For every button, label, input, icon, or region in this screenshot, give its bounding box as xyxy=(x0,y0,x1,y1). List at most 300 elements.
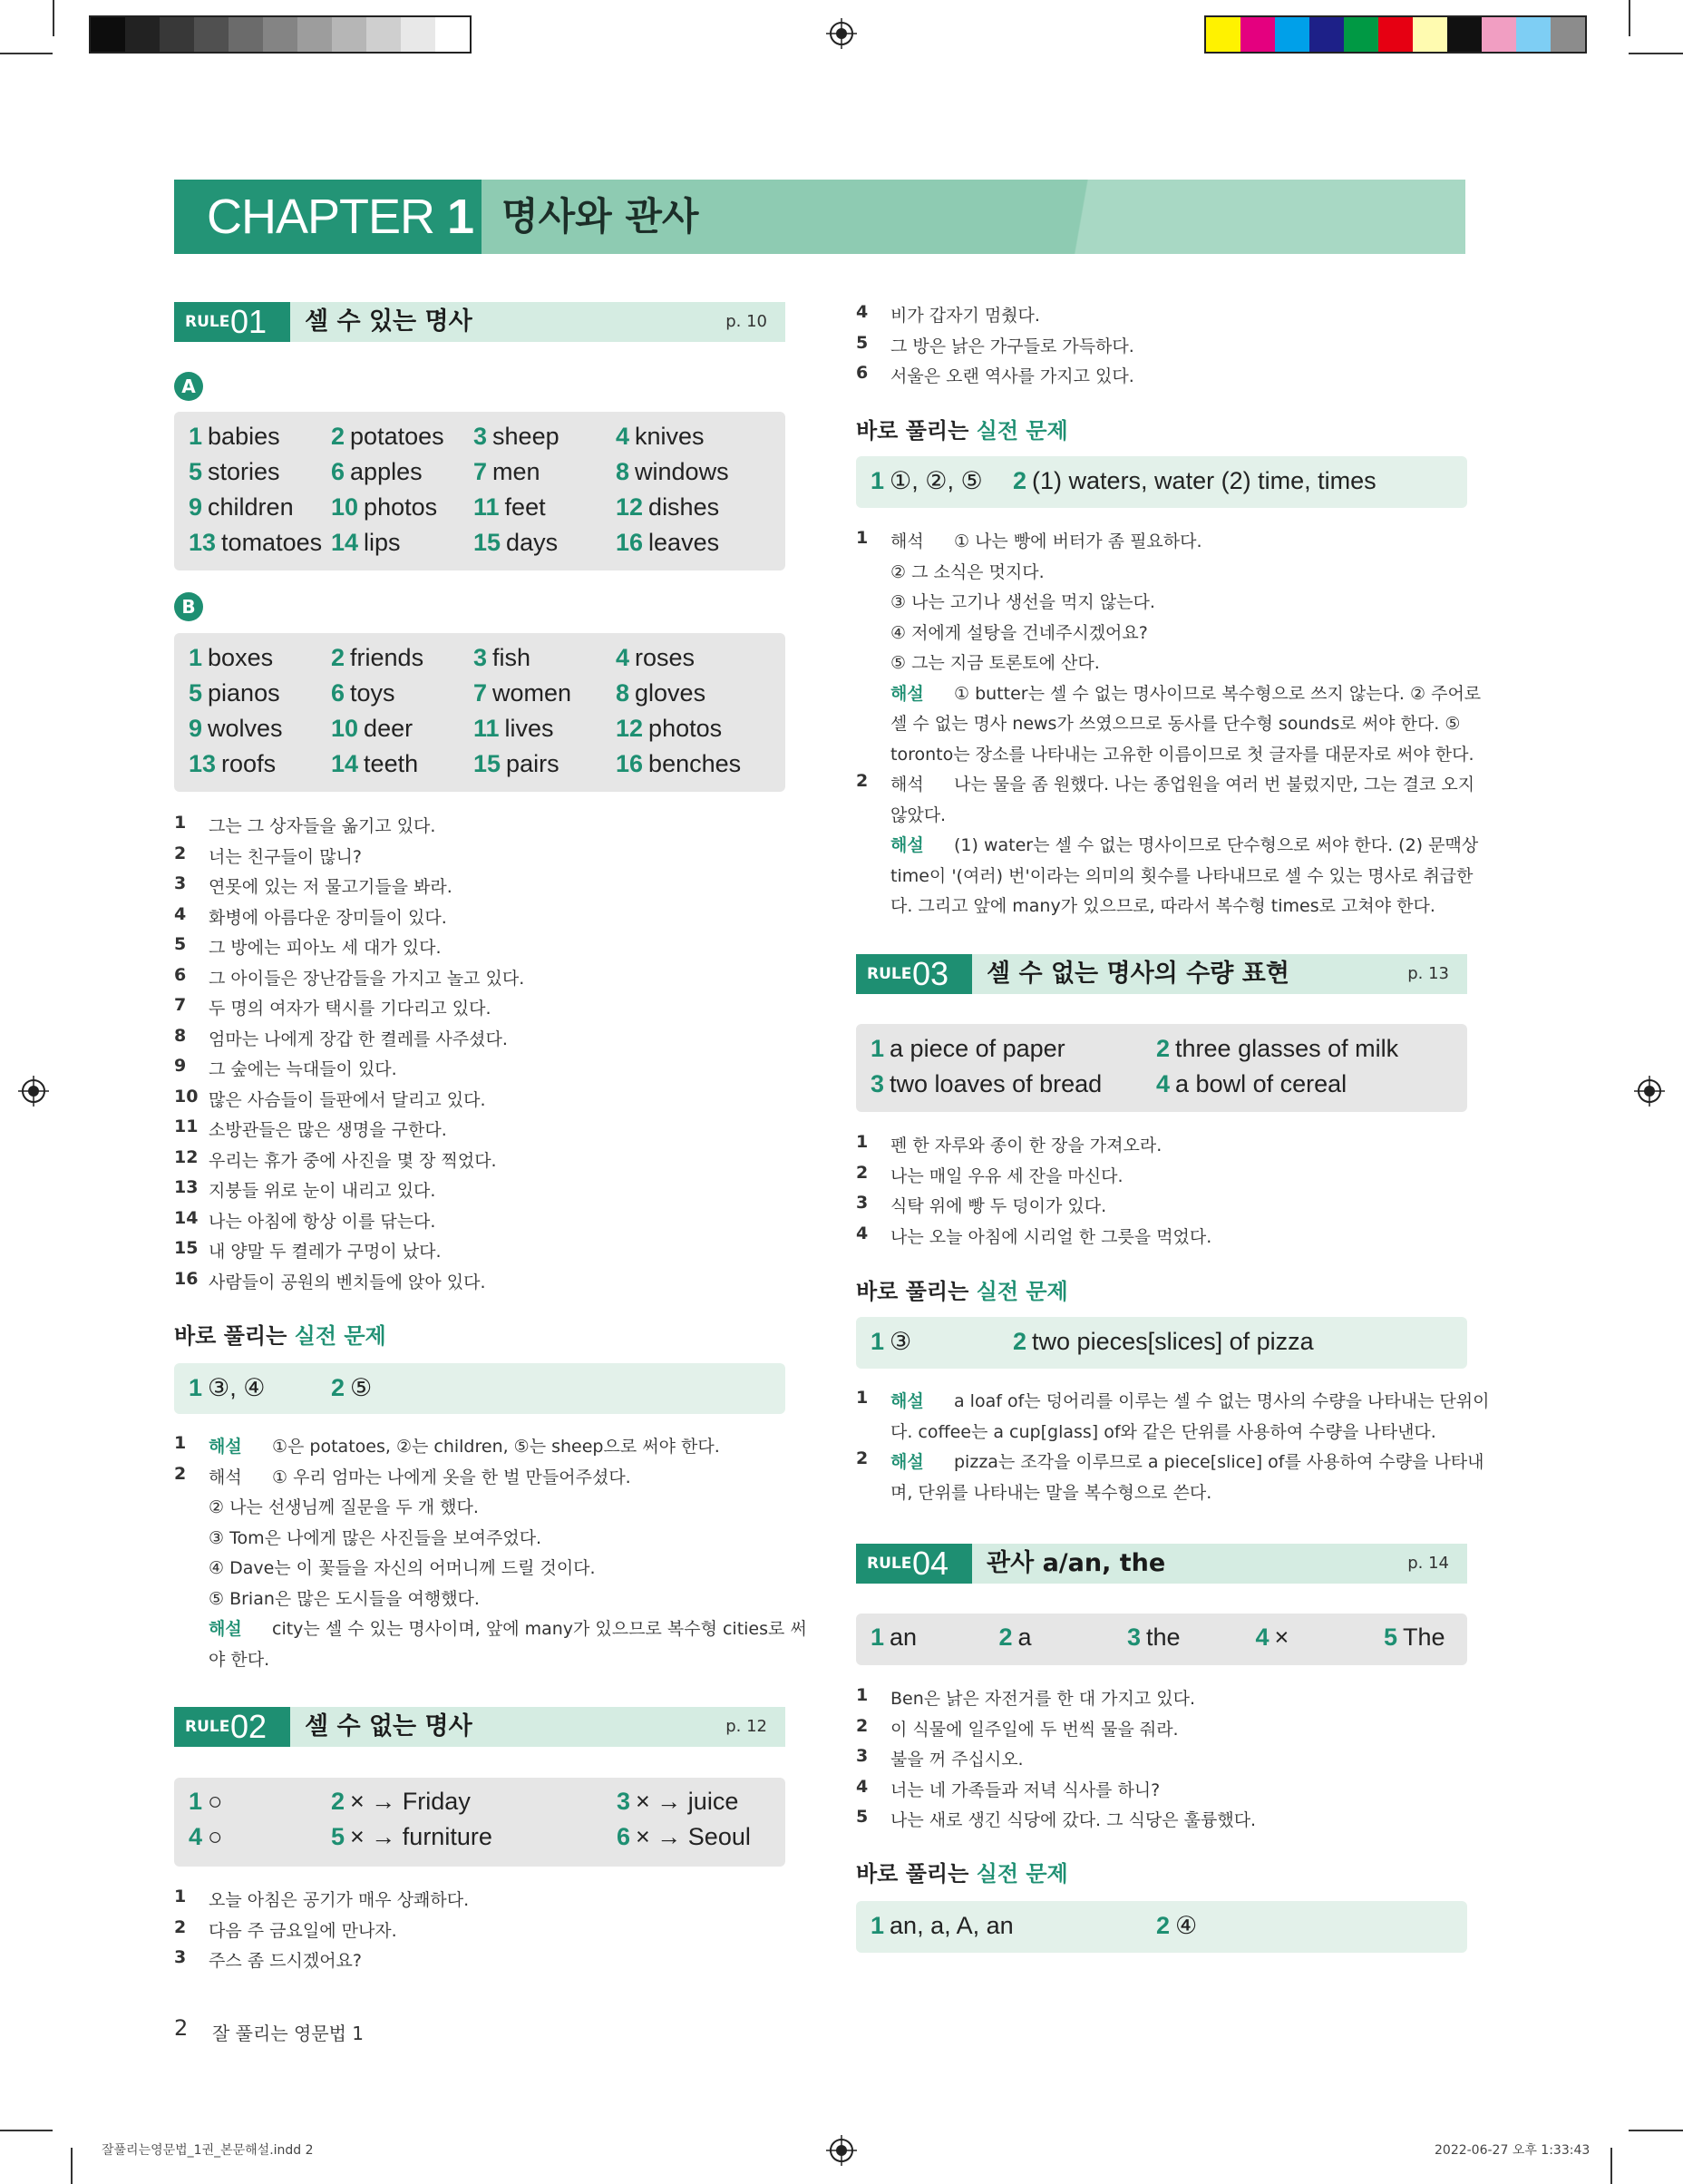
answer-number: 11 xyxy=(473,715,500,742)
answer-text: days xyxy=(506,529,559,556)
item-number: 2 xyxy=(174,843,187,863)
answer-item xyxy=(189,750,276,778)
explanation-text: ⑤ Brian은 많은 도시들을 여행했다. xyxy=(209,1588,480,1609)
item-number: 3 xyxy=(856,1193,869,1213)
answer-number: 5 xyxy=(189,679,203,707)
answer-item xyxy=(331,715,413,743)
answer-item xyxy=(616,529,719,557)
item-text: 그 방은 낡은 가구들로 가득하다. xyxy=(890,336,1134,356)
item-text: 그 숲에는 늑대들이 있다. xyxy=(209,1059,397,1079)
answer-number: 15 xyxy=(473,750,501,777)
answer-number: 1 xyxy=(189,1374,203,1401)
practice-answer-box xyxy=(174,1363,785,1414)
page-number: 2 xyxy=(174,2015,189,2041)
item-number: 6 xyxy=(174,964,187,985)
answer-text: children xyxy=(208,493,294,521)
answer-text: teeth xyxy=(364,750,419,777)
item-text: 주스 좀 드시겠어요? xyxy=(209,1951,362,1971)
answer-text: women xyxy=(492,679,572,707)
item-number: 2 xyxy=(174,1463,187,1484)
gray-color-bar xyxy=(89,15,472,54)
chapter-title: 명사와 관사 xyxy=(501,194,699,239)
timestamp: 2022-06-27 오후 1:33:43 xyxy=(1435,2143,1591,2158)
explanation-label: 해석 xyxy=(890,531,924,551)
practice-heading: 바로 풀리는 실전 문제 xyxy=(856,418,1068,444)
registration-mark-icon xyxy=(18,1076,49,1107)
answer-text: babies xyxy=(208,423,280,450)
answer-text: a piece of paper xyxy=(890,1035,1065,1062)
explanation-text: 다. 그리고 앞에 many가 있으므로, 따라서 복수형 times로 고쳐야 한다. xyxy=(890,896,1435,916)
answer-item xyxy=(1256,1623,1289,1652)
color-swatch xyxy=(1240,17,1275,52)
answer-item xyxy=(189,1374,265,1402)
color-swatch xyxy=(332,17,366,52)
explanation-text: toronto는 장소를 나타내는 고유한 이름이므로 첫 글자를 대문자로 써야 한다. xyxy=(890,744,1474,765)
color-swatch xyxy=(263,17,297,52)
explanation-text: ① 우리 엄마는 나에게 옷을 한 벌 만들어주셨다. xyxy=(272,1467,631,1487)
item-text: 엄마는 나에게 장갑 한 켤레를 사주셨다. xyxy=(209,1029,508,1049)
explanation-text: 셀 수 없는 명사 news가 쓰였으므로 동사를 단수형 sounds로 써야 한다. ⑤ xyxy=(890,714,1461,734)
crop-mark xyxy=(1610,2148,1612,2184)
answer-item xyxy=(331,423,444,451)
answer-text: benches xyxy=(648,750,742,777)
answer-number: 4 xyxy=(189,1823,203,1850)
answer-text: lips xyxy=(364,529,401,556)
answer-number: 7 xyxy=(473,458,488,485)
item-text: 너는 친구들이 많니? xyxy=(209,846,362,867)
explanation-label: 해설 xyxy=(209,1437,242,1457)
explanation-text: city는 셀 수 있는 명사이며, 앞에 many가 있으므로 복수형 cities로 써 xyxy=(272,1619,807,1639)
item-number: 1 xyxy=(174,1433,187,1453)
explanation-text: ① 나는 빵에 버터가 좀 필요하다. xyxy=(954,531,1202,551)
item-number: 2 xyxy=(856,1448,869,1468)
answer-item xyxy=(617,1823,751,1851)
answer-number: 4 xyxy=(1156,1070,1171,1097)
color-swatch xyxy=(1378,17,1413,52)
answer-item xyxy=(616,644,695,672)
item-number: 2 xyxy=(856,1162,869,1183)
explanation-label: 해설 xyxy=(890,835,924,855)
answer-text: men xyxy=(492,458,540,485)
color-swatch xyxy=(1447,17,1482,52)
item-text: 비가 갑자기 멈췄다. xyxy=(890,306,1040,326)
answer-number: 11 xyxy=(473,493,500,521)
answer-number: 7 xyxy=(473,679,488,707)
answer-item xyxy=(871,1035,1065,1063)
chapter-label: CHAPTER 1 xyxy=(174,180,482,254)
crop-mark xyxy=(1629,2130,1683,2131)
crop-mark xyxy=(71,2148,73,2184)
file-name: 잘풀리는영문법_1권_본문해설.indd 2 xyxy=(102,2143,314,2158)
color-swatch xyxy=(160,17,194,52)
answer-item xyxy=(331,644,423,672)
answer-text: ○ xyxy=(208,1823,223,1850)
item-number: 2 xyxy=(856,1715,869,1736)
explanation-text: ④ 저에게 설탕을 건네주시겠어요? xyxy=(890,622,1148,643)
item-text: 펜 한 자루와 종이 한 장을 가져오라. xyxy=(890,1136,1163,1155)
item-number: 2 xyxy=(856,771,869,791)
item-text: 불을 꺼 주십시오. xyxy=(890,1750,1024,1770)
answer-number: 1 xyxy=(871,1328,885,1355)
item-text: 화병에 아름다운 장미들이 있다. xyxy=(209,907,447,928)
book-title: 잘 풀리는 영문법 1 xyxy=(212,2023,365,2044)
answer-item xyxy=(473,423,559,451)
answer-number: 5 xyxy=(1384,1623,1398,1651)
answer-text: deer xyxy=(364,715,413,742)
explanation-text: ⑤ 그는 지금 토론토에 산다. xyxy=(890,653,1100,673)
answer-text: wolves xyxy=(208,715,283,742)
item-text: 나는 오늘 아침에 시리얼 한 그릇을 먹었다. xyxy=(890,1226,1212,1247)
rule-03-header: RULE 03 셀 수 없는 명사의 수량 표현 p. 13 xyxy=(856,954,1467,994)
answer-number: 15 xyxy=(473,529,501,556)
crop-mark xyxy=(1629,53,1683,54)
answer-number: 3 xyxy=(473,644,488,671)
item-number: 1 xyxy=(174,1887,187,1906)
color-swatch xyxy=(1309,17,1344,52)
answer-text: ①, ②, ⑤ xyxy=(890,467,983,494)
explanation-text: 다. coffee는 a cup[glass] of와 같은 단위를 사용하여 수량을 나타낸다. xyxy=(890,1421,1436,1442)
explanation-label: 해석 xyxy=(209,1467,242,1487)
answer-item xyxy=(473,644,530,672)
item-number: 13 xyxy=(174,1177,199,1197)
explanation-text: ② 나는 선생님께 질문을 두 개 했다. xyxy=(209,1497,479,1517)
answer-number: 1 xyxy=(871,467,885,494)
item-number: 1 xyxy=(856,1685,869,1705)
practice-heading: 바로 풀리는 실전 문제 xyxy=(174,1323,386,1349)
answer-item xyxy=(616,715,722,743)
item-number: 3 xyxy=(856,1746,869,1766)
item-number: 1 xyxy=(174,813,187,833)
answer-number: 1 xyxy=(189,423,203,450)
answer-item xyxy=(189,1788,222,1816)
crop-mark xyxy=(1629,0,1630,36)
answer-number: 8 xyxy=(616,679,630,707)
item-number: 11 xyxy=(174,1116,199,1136)
answer-item xyxy=(616,750,741,778)
item-text: 나는 매일 우유 세 잔을 마신다. xyxy=(890,1165,1124,1186)
answer-number: 4 xyxy=(1255,1623,1270,1651)
answer-number: 1 xyxy=(189,1788,203,1815)
color-swatch xyxy=(297,17,332,52)
item-text: 연못에 있는 저 물고기들을 봐라. xyxy=(209,877,452,897)
item-text: 그는 그 상자들을 옮기고 있다. xyxy=(209,816,436,836)
registration-mark-icon xyxy=(1634,1076,1665,1107)
answer-number: 2 xyxy=(998,1623,1013,1651)
color-swatch xyxy=(91,17,125,52)
answer-item xyxy=(473,529,558,557)
answer-text: × → Seoul xyxy=(636,1823,751,1850)
answer-text: leaves xyxy=(648,529,720,556)
answer-item xyxy=(871,1328,911,1356)
item-number: 12 xyxy=(174,1146,199,1167)
answer-number: 5 xyxy=(189,458,203,485)
color-swatch xyxy=(435,17,470,52)
item-number: 2 xyxy=(174,1916,187,1937)
answer-text: gloves xyxy=(635,679,706,707)
practice-heading: 바로 풀리는 실전 문제 xyxy=(856,1279,1068,1304)
answer-text: × → furniture xyxy=(350,1823,492,1850)
answer-item xyxy=(189,493,294,522)
color-swatch xyxy=(1516,17,1551,52)
explanation-text: ①은 potatoes, ②는 children, ⑤는 sheep으로 써야 한다. xyxy=(272,1437,720,1457)
answer-item xyxy=(1384,1623,1445,1652)
answer-text: (1) waters, water (2) time, times xyxy=(1032,467,1377,494)
explanation-label: 해설 xyxy=(209,1619,242,1639)
answer-text: an xyxy=(890,1623,918,1651)
answer-item xyxy=(189,644,273,672)
answer-text: apples xyxy=(350,458,423,485)
explanation-text: pizza는 조각을 이루므로 a piece[slice] of를 사용하여 수량을 나타내 xyxy=(954,1452,1484,1472)
item-text: 나는 아침에 항상 이를 닦는다. xyxy=(209,1211,436,1232)
answer-item xyxy=(473,679,571,707)
answer-number: 13 xyxy=(189,529,217,556)
answer-number: 6 xyxy=(331,679,345,707)
color-swatch xyxy=(1206,17,1240,52)
answer-text: roses xyxy=(635,644,696,671)
answer-number: 2 xyxy=(331,423,345,450)
item-text: 그 방에는 피아노 세 대가 있다. xyxy=(209,938,442,958)
answer-text: stories xyxy=(208,458,280,485)
item-number: 4 xyxy=(856,1223,869,1243)
answer-item xyxy=(189,1823,222,1851)
answer-item xyxy=(331,529,401,557)
answer-text: sheep xyxy=(492,423,559,450)
answer-item xyxy=(616,679,705,707)
explanation-label: 해설 xyxy=(890,1452,924,1472)
item-number: 1 xyxy=(856,1388,869,1408)
answer-number: 6 xyxy=(617,1823,631,1850)
explanation-text: time이 '(여러) 번'이라는 의미의 횟수를 나타내므로 셀 수 있는 명사로 취급한 xyxy=(890,865,1474,886)
item-number: 5 xyxy=(174,934,187,954)
answer-number: 3 xyxy=(617,1788,631,1815)
item-text: 다음 주 금요일에 만나자. xyxy=(209,1920,397,1941)
practice-heading: 바로 풀리는 실전 문제 xyxy=(856,1861,1068,1887)
answer-text: dishes xyxy=(648,493,720,521)
answer-text: ⑤ xyxy=(350,1374,373,1401)
item-number: 1 xyxy=(856,1132,869,1152)
answer-item xyxy=(473,750,559,778)
answer-text: feet xyxy=(504,493,546,521)
answer-text: a xyxy=(1017,1623,1032,1651)
item-number: 4 xyxy=(174,903,187,924)
answer-number: 1 xyxy=(871,1035,885,1062)
item-text: 식탁 위에 빵 두 덩이가 있다. xyxy=(890,1196,1107,1216)
answer-item xyxy=(189,423,280,451)
explanation-text: 야 한다. xyxy=(209,1649,270,1670)
crop-mark xyxy=(53,0,54,36)
item-text: 두 명의 여자가 택시를 기다리고 있다. xyxy=(209,999,491,1019)
answer-number: 3 xyxy=(1127,1623,1142,1651)
explanation-text: ③ 나는 고기나 생선을 먹지 않는다. xyxy=(890,592,1155,612)
crop-mark xyxy=(0,2130,53,2131)
answer-text: windows xyxy=(635,458,729,485)
answer-item xyxy=(1013,467,1377,495)
answer-text: photos xyxy=(364,493,438,521)
answer-item xyxy=(871,1912,1014,1940)
answer-number: 2 xyxy=(1013,1328,1027,1355)
answer-item xyxy=(331,1823,492,1851)
explanation-text: ① butter는 셀 수 없는 명사이므로 복수형으로 쓰지 않는다. ② 주어로 xyxy=(954,683,1482,704)
explanation-text: ④ Dave는 이 꽃들을 자신의 어머니께 드릴 것이다. xyxy=(209,1558,596,1578)
explanation-text: ② 그 소식은 멋지다. xyxy=(890,561,1045,582)
answer-item xyxy=(1156,1070,1347,1098)
answer-item xyxy=(1013,1328,1314,1356)
answer-number: 2 xyxy=(331,644,345,671)
item-text: 그 아이들은 장난감들을 가지고 놀고 있다. xyxy=(209,968,525,989)
answer-item xyxy=(871,467,983,495)
answer-text: ④ xyxy=(1175,1912,1198,1939)
answer-text: fish xyxy=(492,644,531,671)
answer-item xyxy=(189,529,322,557)
explanation-text: 나는 물을 좀 원했다. 나는 종업원을 여러 번 불렀지만, 그는 결코 오지 xyxy=(954,775,1475,795)
explanation-label: 해석 xyxy=(890,775,924,795)
item-number: 16 xyxy=(174,1268,199,1289)
color-swatch xyxy=(1344,17,1378,52)
crop-mark xyxy=(0,53,53,54)
answer-item xyxy=(616,493,719,522)
answer-text: roofs xyxy=(221,750,277,777)
answer-number: 2 xyxy=(1013,467,1027,494)
answer-number: 14 xyxy=(331,750,359,777)
answer-number: 1 xyxy=(871,1912,885,1939)
item-number: 7 xyxy=(174,995,187,1015)
explanation-text: 않았다. xyxy=(890,804,947,825)
answer-text: ③ xyxy=(890,1328,912,1355)
answer-text: two pieces[slices] of pizza xyxy=(1032,1328,1314,1355)
item-text: 우리는 휴가 중에 사진을 몇 장 찍었다. xyxy=(209,1150,497,1171)
color-swatch xyxy=(366,17,401,52)
answer-item xyxy=(331,458,423,486)
item-text: 이 식물에 일주일에 두 번씩 물을 줘라. xyxy=(890,1719,1179,1740)
section-b-badge: B xyxy=(174,592,203,621)
item-text: 오늘 아침은 공기가 매우 상쾌하다. xyxy=(209,1890,470,1910)
answer-text: tomatoes xyxy=(221,529,323,556)
explanation-text: a loaf of는 덩어리를 이루는 셀 수 없는 명사의 수량을 나타내는 단위이 xyxy=(954,1391,1490,1411)
rule-04-header: RULE 04 관사 a/an, the p. 14 xyxy=(856,1544,1467,1584)
answer-text: boxes xyxy=(208,644,274,671)
color-swatch xyxy=(229,17,263,52)
answer-text: × → juice xyxy=(636,1788,739,1815)
answer-text: pianos xyxy=(208,679,280,707)
answer-number: 10 xyxy=(331,715,359,742)
answer-item xyxy=(1156,1912,1197,1940)
answer-number: 3 xyxy=(871,1070,885,1097)
item-text: 사람들이 공원의 벤치들에 앉아 있다. xyxy=(209,1272,486,1292)
registration-mark-icon xyxy=(826,18,857,49)
answer-number: 5 xyxy=(331,1823,345,1850)
answer-item xyxy=(999,1623,1032,1652)
answer-text: potatoes xyxy=(350,423,444,450)
item-number: 5 xyxy=(856,332,869,353)
answer-item xyxy=(617,1788,738,1816)
answer-item xyxy=(473,458,540,486)
answer-number: 3 xyxy=(473,423,488,450)
answer-text: friends xyxy=(350,644,424,671)
answer-number: 2 xyxy=(1156,1035,1171,1062)
answer-text: the xyxy=(1146,1623,1181,1651)
answer-number: 1 xyxy=(871,1623,885,1651)
answer-number: 12 xyxy=(616,493,644,521)
item-number: 15 xyxy=(174,1238,199,1258)
answer-item xyxy=(473,715,554,743)
answer-number: 10 xyxy=(331,493,359,521)
answer-item xyxy=(189,679,280,707)
item-number: 8 xyxy=(174,1025,187,1046)
answer-text: a bowl of cereal xyxy=(1175,1070,1347,1097)
rule-02-header: RULE 02 셀 수 없는 명사 p. 12 xyxy=(174,1707,785,1747)
answer-item xyxy=(331,679,395,707)
item-number: 1 xyxy=(856,528,869,548)
answer-item xyxy=(616,458,729,486)
answer-number: 16 xyxy=(616,529,644,556)
color-swatch xyxy=(1275,17,1309,52)
item-text: 지붕들 위로 눈이 내리고 있다. xyxy=(209,1181,436,1201)
item-text: 많은 사슴들이 들판에서 달리고 있다. xyxy=(209,1089,486,1110)
answer-text: The xyxy=(1403,1623,1445,1651)
explanation-label: 해설 xyxy=(890,683,924,704)
item-text: 서울은 오랜 역사를 가지고 있다. xyxy=(890,366,1134,386)
process-color-bar xyxy=(1204,15,1587,54)
answer-item xyxy=(189,458,280,486)
answer-item xyxy=(871,1070,1102,1098)
answer-number: 6 xyxy=(331,458,345,485)
item-text: 너는 네 가족들과 저녁 식사를 하니? xyxy=(890,1779,1161,1800)
registration-mark-icon xyxy=(826,2135,857,2166)
rule-01-header: RULE 01 셀 수 있는 명사 p. 10 xyxy=(174,302,785,342)
answer-text: toys xyxy=(350,679,395,707)
color-swatch xyxy=(1413,17,1447,52)
item-number: 14 xyxy=(174,1207,199,1228)
answer-number: 2 xyxy=(331,1788,345,1815)
color-swatch xyxy=(401,17,435,52)
answer-item xyxy=(1156,1035,1398,1063)
answer-item xyxy=(189,715,283,743)
answer-text: an, a, A, an xyxy=(890,1912,1014,1939)
answer-number: 8 xyxy=(616,458,630,485)
item-text: 소방관들은 많은 생명을 구한다. xyxy=(209,1120,447,1140)
color-swatch xyxy=(125,17,160,52)
answer-text: pairs xyxy=(506,750,559,777)
item-number: 3 xyxy=(174,873,187,893)
answer-text: ③, ④ xyxy=(208,1374,266,1401)
answer-text: × xyxy=(1274,1623,1289,1651)
answer-number: 2 xyxy=(331,1374,345,1401)
answer-number: 1 xyxy=(189,644,203,671)
item-number: 6 xyxy=(856,363,869,383)
answer-number: 13 xyxy=(189,750,217,777)
answer-text: ○ xyxy=(208,1788,223,1815)
answer-number: 16 xyxy=(616,750,644,777)
answer-number: 2 xyxy=(1156,1912,1171,1939)
answer-number: 14 xyxy=(331,529,359,556)
answer-number: 12 xyxy=(616,715,644,742)
answer-item xyxy=(473,493,546,522)
answer-item xyxy=(331,493,437,522)
answer-number: 4 xyxy=(616,423,630,450)
item-text: Ben은 낡은 자전거를 한 대 가지고 있다. xyxy=(890,1689,1195,1709)
answer-text: knives xyxy=(635,423,705,450)
answer-text: lives xyxy=(504,715,554,742)
answer-item xyxy=(331,1374,372,1402)
item-number: 5 xyxy=(856,1807,869,1827)
explanation-label: 해설 xyxy=(890,1391,924,1411)
explanation-text: 며, 단위를 나타내는 말을 복수형으로 쓴다. xyxy=(890,1482,1212,1503)
answer-item xyxy=(871,1623,917,1652)
answer-number: 4 xyxy=(616,644,630,671)
answer-item xyxy=(331,1788,471,1816)
answer-number: 9 xyxy=(189,715,203,742)
item-text: 내 양말 두 켤레가 구멍이 났다. xyxy=(209,1242,442,1262)
